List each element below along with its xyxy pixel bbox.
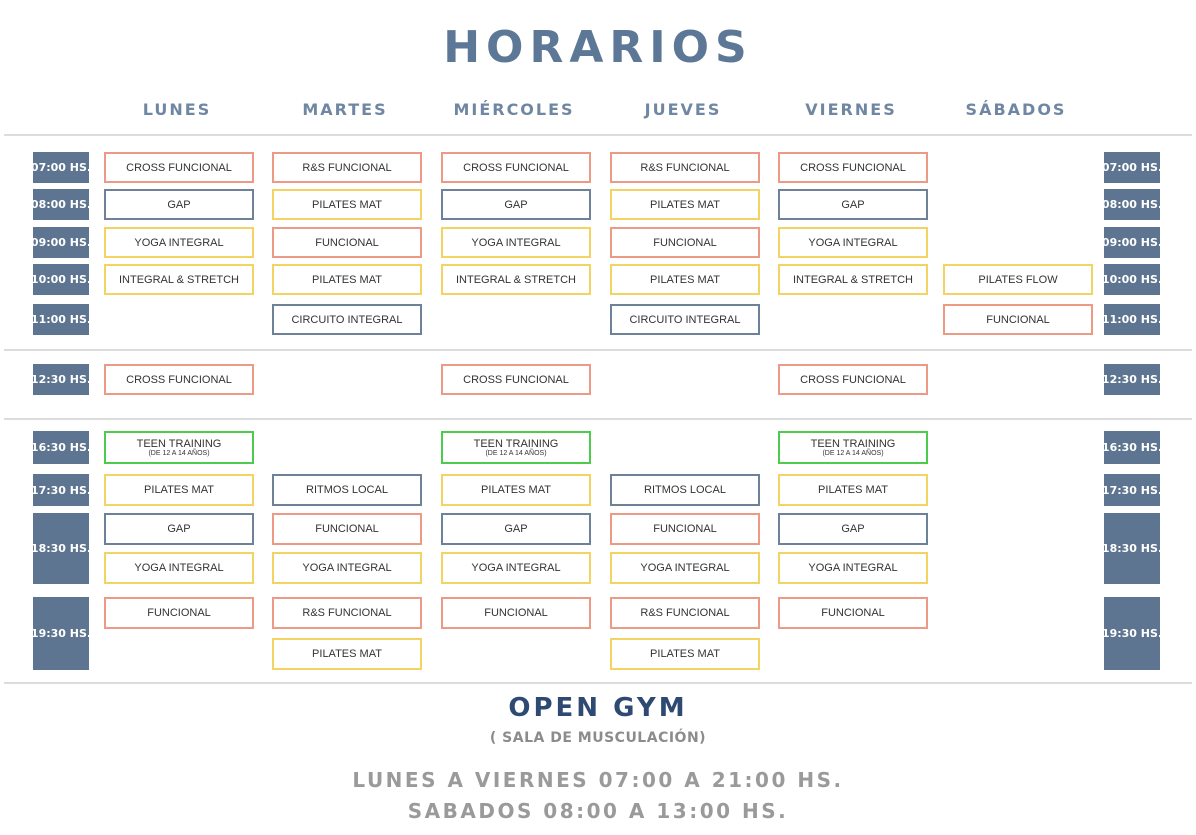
class-name: INTEGRAL & STRETCH bbox=[119, 273, 239, 286]
class-slot bbox=[610, 513, 760, 545]
class-slot bbox=[943, 304, 1093, 335]
class-name: PILATES MAT bbox=[650, 648, 720, 660]
time-badge-right: 07:00 HS. bbox=[1104, 152, 1160, 183]
class-name: FUNCIONAL bbox=[653, 523, 717, 535]
class-name: FUNCIONAL bbox=[484, 607, 548, 619]
class-slot bbox=[104, 597, 254, 629]
class-slot bbox=[778, 189, 928, 220]
class-slot bbox=[441, 227, 591, 258]
class-name: GAP bbox=[167, 198, 191, 211]
class-name: FUNCIONAL bbox=[986, 313, 1050, 326]
class-slot bbox=[441, 597, 591, 629]
open-gym-hours-weekdays: LUNES A VIERNES 07:00 A 21:00 HS. bbox=[352, 768, 844, 792]
time-badge-right: 18:30 HS. bbox=[1104, 513, 1160, 584]
class-slot bbox=[610, 638, 760, 670]
class-slot bbox=[610, 304, 760, 335]
class-slot bbox=[104, 264, 254, 295]
class-name: CROSS FUNCIONAL bbox=[800, 373, 906, 386]
class-name: TEEN TRAINING bbox=[810, 437, 896, 450]
day-header: MARTES bbox=[302, 100, 388, 119]
class-name: CIRCUITO INTEGRAL bbox=[291, 313, 403, 326]
class-slot bbox=[441, 152, 591, 183]
day-header: SÁBADOS bbox=[965, 100, 1067, 119]
time-badge-left: 11:00 HS. bbox=[33, 304, 89, 335]
class-name: GAP bbox=[504, 198, 528, 211]
class-name: FUNCIONAL bbox=[315, 236, 379, 249]
open-gym-title: OPEN GYM bbox=[508, 693, 688, 723]
class-slot bbox=[441, 474, 591, 506]
class-name: GAP bbox=[841, 198, 865, 211]
class-slot bbox=[104, 189, 254, 220]
class-name: R&S FUNCIONAL bbox=[640, 161, 730, 174]
class-slot bbox=[272, 552, 422, 584]
class-slot bbox=[610, 227, 760, 258]
time-badge-right: 16:30 HS. bbox=[1104, 431, 1160, 464]
class-name: PILATES MAT bbox=[312, 273, 382, 286]
divider-midday bbox=[4, 418, 1192, 420]
class-slot bbox=[104, 552, 254, 584]
time-badge-left: 12:30 HS. bbox=[33, 364, 89, 395]
class-age-note: (DE 12 A 14 AÑOS) bbox=[485, 449, 547, 457]
class-slot bbox=[272, 189, 422, 220]
class-name: TEEN TRAINING bbox=[136, 437, 222, 450]
class-slot bbox=[778, 431, 928, 464]
class-slot bbox=[610, 264, 760, 295]
class-name: YOGA INTEGRAL bbox=[640, 562, 730, 574]
time-badge-left: 17:30 HS. bbox=[33, 474, 89, 506]
divider-bottom bbox=[4, 682, 1192, 684]
class-slot bbox=[441, 552, 591, 584]
time-badge-right: 12:30 HS. bbox=[1104, 364, 1160, 395]
class-name: R&S FUNCIONAL bbox=[640, 607, 730, 619]
class-name: CROSS FUNCIONAL bbox=[800, 161, 906, 174]
class-name: PILATES MAT bbox=[650, 273, 720, 286]
class-name: TEEN TRAINING bbox=[473, 437, 559, 450]
class-name: R&S FUNCIONAL bbox=[302, 607, 392, 619]
class-name: CROSS FUNCIONAL bbox=[463, 161, 569, 174]
divider-morning bbox=[4, 349, 1192, 351]
class-name: YOGA INTEGRAL bbox=[471, 236, 561, 249]
class-slot bbox=[778, 152, 928, 183]
class-name: PILATES MAT bbox=[650, 198, 720, 211]
class-name: YOGA INTEGRAL bbox=[302, 562, 392, 574]
class-slot bbox=[272, 513, 422, 545]
page-title: HORARIOS bbox=[443, 22, 753, 73]
time-badge-right: 17:30 HS. bbox=[1104, 474, 1160, 506]
class-name: PILATES MAT bbox=[312, 648, 382, 660]
class-name: PILATES MAT bbox=[144, 484, 214, 496]
class-name: FUNCIONAL bbox=[147, 607, 211, 619]
class-slot bbox=[272, 304, 422, 335]
class-name: YOGA INTEGRAL bbox=[471, 562, 561, 574]
class-slot bbox=[104, 513, 254, 545]
divider-top bbox=[4, 134, 1192, 136]
class-slot bbox=[104, 364, 254, 395]
time-badge-left: 16:30 HS. bbox=[33, 431, 89, 464]
class-name: RITMOS LOCAL bbox=[306, 484, 388, 496]
class-slot bbox=[272, 264, 422, 295]
day-header: LUNES bbox=[142, 100, 212, 119]
class-slot bbox=[104, 152, 254, 183]
class-slot bbox=[610, 552, 760, 584]
class-name: FUNCIONAL bbox=[315, 523, 379, 535]
class-name: PILATES FLOW bbox=[978, 273, 1058, 286]
time-badge-right: 08:00 HS. bbox=[1104, 189, 1160, 220]
time-badge-right: 10:00 HS. bbox=[1104, 264, 1160, 295]
class-slot bbox=[778, 227, 928, 258]
class-slot bbox=[778, 513, 928, 545]
class-slot bbox=[272, 474, 422, 506]
day-header: JUEVES bbox=[644, 100, 722, 119]
class-name: YOGA INTEGRAL bbox=[134, 562, 224, 574]
class-slot bbox=[272, 638, 422, 670]
class-name: CROSS FUNCIONAL bbox=[463, 373, 569, 386]
class-slot bbox=[104, 474, 254, 506]
class-name: PILATES MAT bbox=[818, 484, 888, 496]
class-age-note: (DE 12 A 14 AÑOS) bbox=[148, 449, 210, 457]
time-badge-left: 18:30 HS. bbox=[33, 513, 89, 584]
class-slot bbox=[104, 227, 254, 258]
class-slot bbox=[778, 552, 928, 584]
time-badge-left: 19:30 HS. bbox=[33, 597, 89, 670]
class-slot bbox=[441, 513, 591, 545]
class-name: R&S FUNCIONAL bbox=[302, 161, 392, 174]
class-slot bbox=[778, 474, 928, 506]
time-badge-right: 19:30 HS. bbox=[1104, 597, 1160, 670]
time-badge-left: 08:00 HS. bbox=[33, 189, 89, 220]
class-name: CROSS FUNCIONAL bbox=[126, 161, 232, 174]
class-slot bbox=[943, 264, 1093, 295]
class-name: PILATES MAT bbox=[312, 198, 382, 211]
class-slot bbox=[272, 152, 422, 183]
class-slot bbox=[610, 597, 760, 629]
class-slot bbox=[441, 364, 591, 395]
class-slot bbox=[272, 597, 422, 629]
class-name: YOGA INTEGRAL bbox=[808, 562, 898, 574]
time-badge-left: 10:00 HS. bbox=[33, 264, 89, 295]
open-gym-subtitle: ( SALA DE MUSCULACIÓN) bbox=[489, 730, 707, 746]
class-name: FUNCIONAL bbox=[821, 607, 885, 619]
time-badge-left: 07:00 HS. bbox=[33, 152, 89, 183]
class-name: GAP bbox=[504, 523, 528, 535]
class-slot bbox=[610, 152, 760, 183]
class-name: YOGA INTEGRAL bbox=[808, 236, 898, 249]
class-slot bbox=[778, 364, 928, 395]
class-slot bbox=[272, 227, 422, 258]
class-slot bbox=[778, 264, 928, 295]
time-badge-right: 11:00 HS. bbox=[1104, 304, 1160, 335]
class-name: INTEGRAL & STRETCH bbox=[793, 273, 913, 286]
class-name: GAP bbox=[841, 523, 865, 535]
class-slot bbox=[441, 431, 591, 464]
class-slot bbox=[441, 264, 591, 295]
open-gym-hours-saturday: SABADOS 08:00 A 13:00 HS. bbox=[407, 799, 789, 823]
class-name: GAP bbox=[167, 523, 191, 535]
class-name: CROSS FUNCIONAL bbox=[126, 373, 232, 386]
class-name: INTEGRAL & STRETCH bbox=[456, 273, 576, 286]
class-name: PILATES MAT bbox=[481, 484, 551, 496]
time-badge-left: 09:00 HS. bbox=[33, 227, 89, 258]
class-slot bbox=[104, 431, 254, 464]
class-slot bbox=[441, 189, 591, 220]
day-header: VIERNES bbox=[805, 100, 897, 119]
class-slot bbox=[610, 474, 760, 506]
class-age-note: (DE 12 A 14 AÑOS) bbox=[822, 449, 884, 457]
class-name: YOGA INTEGRAL bbox=[134, 236, 224, 249]
class-name: FUNCIONAL bbox=[653, 236, 717, 249]
class-slot bbox=[778, 597, 928, 629]
class-slot bbox=[610, 189, 760, 220]
time-badge-right: 09:00 HS. bbox=[1104, 227, 1160, 258]
class-name: RITMOS LOCAL bbox=[644, 484, 726, 496]
day-header: MIÉRCOLES bbox=[453, 100, 575, 119]
class-name: CIRCUITO INTEGRAL bbox=[629, 313, 741, 326]
